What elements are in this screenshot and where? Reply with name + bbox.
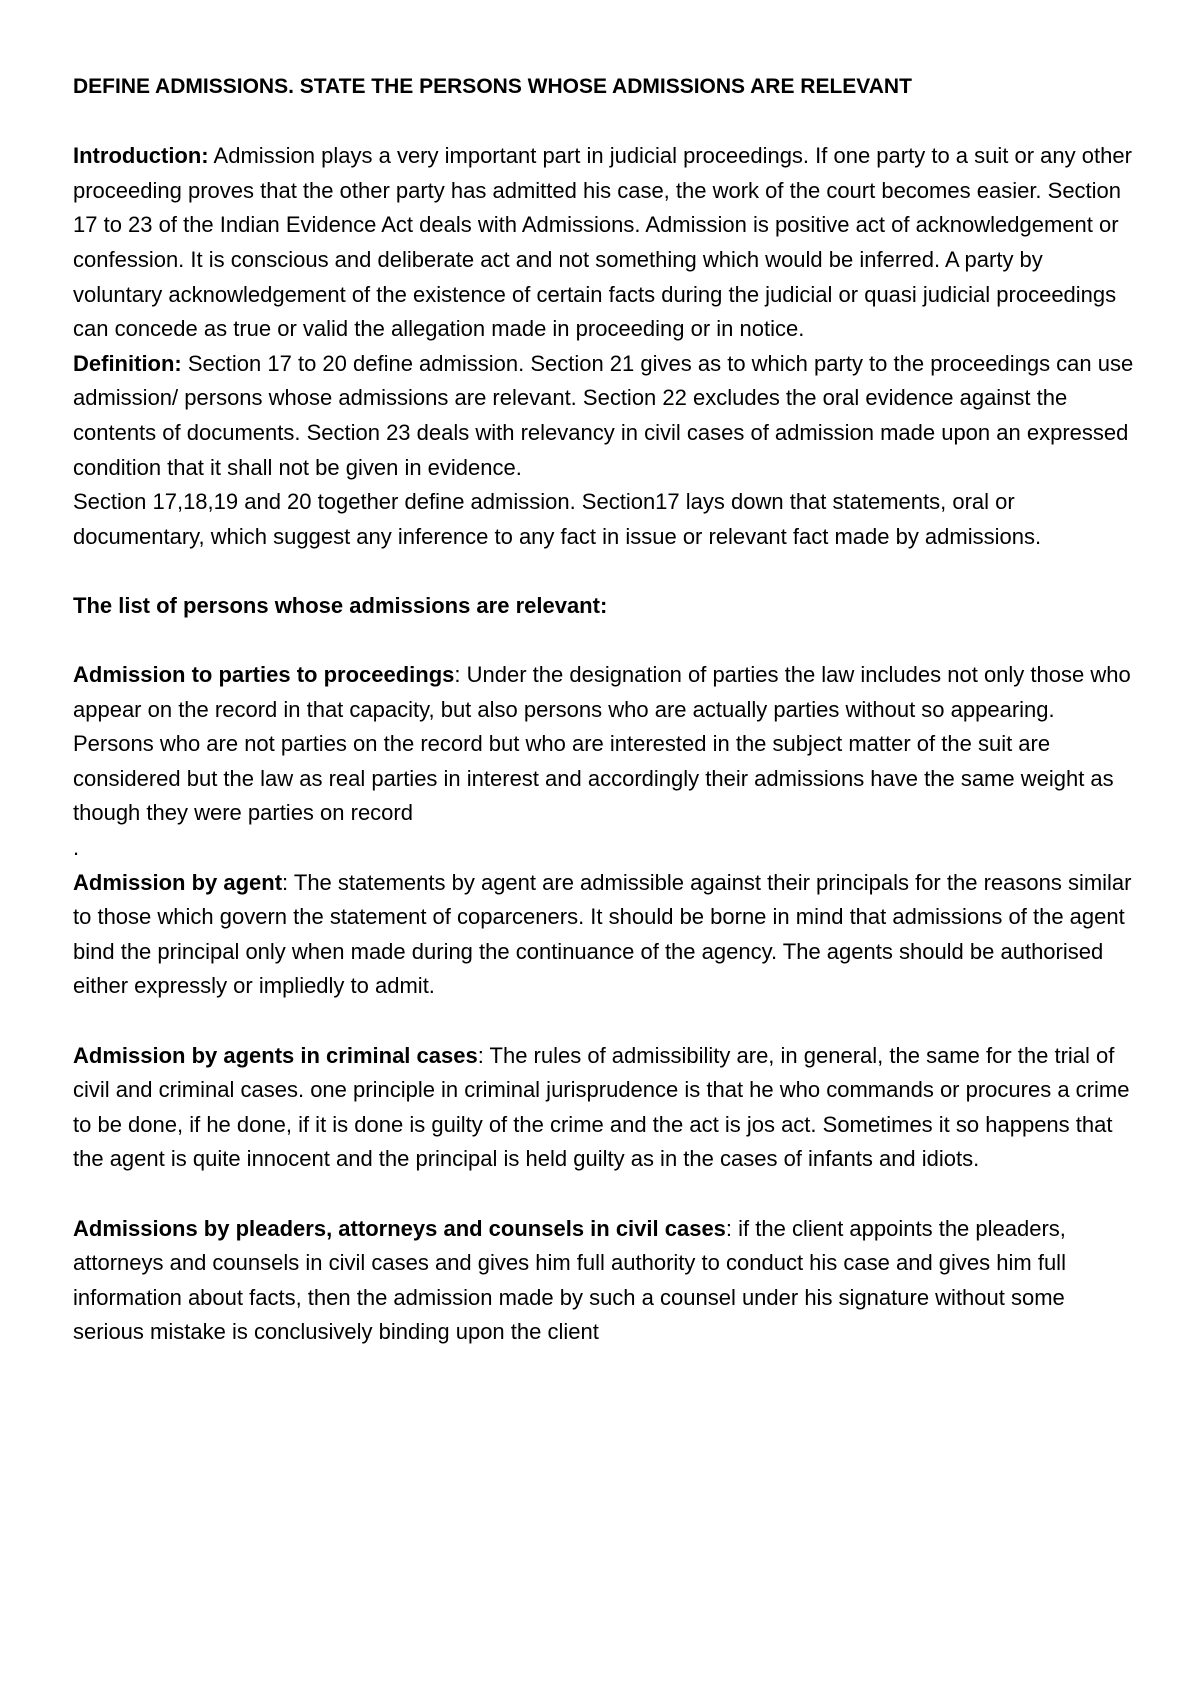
agent-text: : The statements by agent are admissible against their principals for the reasons similar to those which govern the statement of coparceners. It should be borne in mind that admissions of the agent bind the principal only when made during the continuance of the agency. The agents should be authorised either expressly or impliedly to admit. — [73, 869, 1132, 999]
criminal-text: : The rules of admissibility are, in general, the same for the trial of civil and criminal cases. one principle in criminal jurisprudence is that he who commands or procures a crime to be done, if he done, if it is done is guilty of the crime and the act is jos act. Sometimes it so happens that the agent is quite innocent and the principal is held guilty as in the cases of infants and idiots. — [73, 1042, 1130, 1172]
list-heading-text: The list of persons whose admissions are relevant: — [73, 592, 608, 618]
section17-paragraph: Section 17,18,19 and 20 together define admission. Section17 lays down that statements, oral or documentary, which suggest any inference to any fact in issue or relevant fact made by admissions. — [73, 489, 1042, 549]
introduction-paragraph — [73, 139, 1138, 347]
agent-paragraph — [73, 866, 1138, 1004]
pleaders-text: : if the client appoints the pleaders, attorneys and counsels in civil cases and gives him full authority to conduct his case and gives him full information about facts, then the admission made by such a counsel under his signature without some serious mistake is conclusively binding upon the client — [73, 1215, 1066, 1345]
pleaders-label: Admissions by pleaders, attorneys and counsels in civil cases — [73, 1215, 726, 1241]
document-title: DEFINE ADMISSIONS. STATE THE PERSONS WHOSE ADMISSIONS ARE RELEVANT — [73, 75, 912, 98]
parties-paragraph — [73, 658, 1138, 831]
definition-label: Definition: — [73, 350, 182, 376]
definition-text: Section 17 to 20 define admission. Section 21 gives as to which party to the proceedings can use admission/ persons whose admissions are relevant. Section 22 excludes the oral evidence against the contents of documents. Section 23 deals with relevancy in civil cases of admission made upon an expressed condition that it shall not be given in evidence. — [73, 350, 1134, 480]
introduction-label: Introduction: — [73, 143, 209, 169]
criminal-paragraph — [73, 1039, 1138, 1177]
criminal-label: Admission by agents in criminal cases — [73, 1042, 478, 1068]
separator-dot: . — [73, 835, 80, 861]
agent-label: Admission by agent — [73, 869, 283, 895]
definition-paragraph — [73, 347, 1138, 485]
parties-text: : Under the designation of parties the law includes not only those who appear on the record in that capacity, but also persons who are actually parties without so appearing. Persons who are not parties on the record but who are interested in the subject matter of the suit are considered but the law as real parties in interest and accordingly their admissions have the same weight as though they were parties on record — [73, 662, 1131, 826]
document-page — [73, 70, 1138, 1350]
pleaders-paragraph — [73, 1212, 1138, 1350]
parties-label: Admission to parties to proceedings — [73, 662, 455, 688]
introduction-text: Admission plays a very important part in judicial proceedings. If one party to a suit or any other proceeding proves that the other party has admitted his case, the work of the court becomes easier. Section 17 to 23 of the Indian Evidence Act deals with Admissions. Admission is positive act of acknowledgement or confession. It is conscious and deliberate act and not something which would be inferred. A party by voluntary acknowledgement of the existence of certain facts during the judicial or quasi judicial proceedings can concede as true or valid the allegation made in proceeding or in notice. — [73, 143, 1132, 342]
list-heading — [73, 589, 1138, 624]
